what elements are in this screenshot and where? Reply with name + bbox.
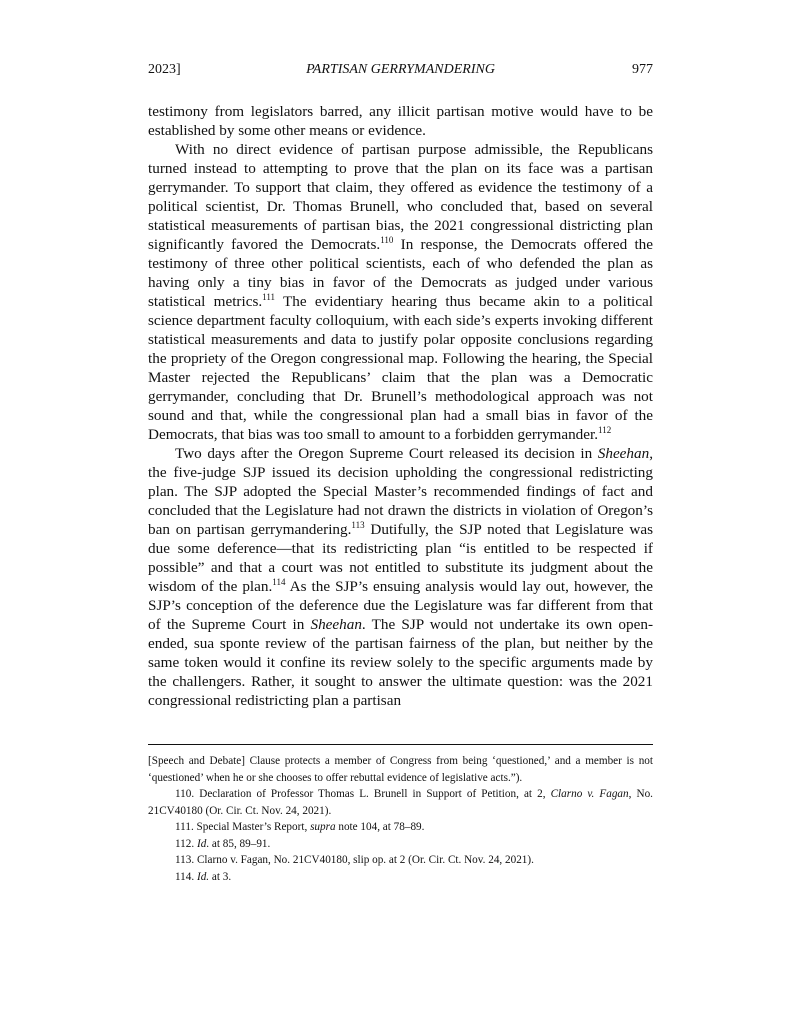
footnote-divider: [148, 744, 653, 745]
paragraph-3: Two days after the Oregon Supreme Court released its decision in Sheehan, the five-judge SJP issued its decision upholding the congressional redistricting plan. The SJP adopted the Special Master’s recommended findings of fact and concluded that the Legislature had not drawn the districts in violation of Oregon’s ban on partisan gerrymandering.$^{113}$ Dutifully, the SJP noted that Legislature was due some deference—that its redistricting plan “is entitled to be respected if possible” and that a court was not entitled to substitute its judgment about the wisdom of the plan.$^{114}$ As the SJP’s ensuing analysis would lay out, however, the SJP’s conception of the deference due the Legislature was far different from that of the Supreme Court in Sheehan. The SJP would not undertake its own open-ended, sua sponte review of the partisan fairness of the plan, but neither by the same token would it confine its review solely to the specific arguments made by the challengers. Rather, it sought to answer the ultimate question: was the 2021 congressional redistricting plan a partisan: [148, 445, 653, 709]
header-title: PARTISAN GERRYMANDERING: [306, 62, 495, 77]
footnote-110: 110. Declaration of Professor Thomas L. Brunell in Support of Petition, at 2, Clarno v. Fagan, No. 21CV40180 (Or. Cir. Ct. Nov. 24, 2021).: [148, 788, 653, 817]
footnotes: [148, 753, 653, 885]
footnote-ref-113[interactable]: 113: [351, 519, 365, 530]
page-number: 977: [632, 62, 653, 77]
running-header: [148, 62, 653, 82]
footnote-ref-110[interactable]: 110: [380, 234, 394, 245]
paragraph-2: With no direct evidence of partisan purpose admissible, the Republicans turned instead to attempting to prove that the plan on its face was a partisan gerrymander. To support that claim, they offered as evidence the testimony of a political scientist, Dr. Thomas Brunell, who concluded that, based on several statistical measurements of partisan bias, the 2021 congressional districting plan significantly favored the Democrats.$^{110}$ In response, the Democrats offered the testimony of three other political scientists, each of who defended the plan as having only a tiny bias in favor of the Democrats as judged under various statistical metrics.$^{111}$ The evidentiary hearing thus became akin to a political science department faculty colloquium, with each side’s experts invoking different statistical measurements and data to justify polar opposite conclusions regarding the propriety of the Oregon congressional map. Following the hearing, the Special Master rejected the Republicans’ claim that the plan was a Democratic gerrymander, concluding that Dr. Brunell’s methodological approach was not sound and that, while the congressional plan had a small bias in favor of the Democrats, that bias was too small to amount to a forbidden gerrymander.$^{112}$: [148, 141, 653, 443]
paragraph-1: testimony from legislators barred, any illicit partisan motive would have to be established by some other means or evidence.: [148, 103, 653, 139]
footnote-113: 113. Clarno v. Fagan, No. 21CV40180, slip op. at 2 (Or. Cir. Ct. Nov. 24, 2021).: [175, 854, 534, 866]
body-text: [148, 102, 653, 710]
header-year: 2023]: [148, 62, 181, 77]
footnote-ref-114[interactable]: 114: [272, 576, 286, 587]
footnote-114: 114. Id. at 3.: [175, 870, 232, 883]
footnote-111: 111. Special Master’s Report, supra note 104, at 78–89.: [175, 821, 425, 833]
footnote-112: 112. Id. at 85, 89–91.: [175, 837, 271, 850]
footnote-ref-112[interactable]: 112: [598, 424, 612, 435]
footnote-ref-111[interactable]: 111: [262, 291, 275, 302]
case-name-sheehan: Sheehan: [310, 616, 362, 633]
footnote-continuation: [Speech and Debate] Clause protects a member of Congress from being ‘questioned,’ and a member is not ‘questioned’ when he or she chooses to offer rebuttal evidence of legislative acts.”).: [148, 755, 653, 784]
case-name-sheehan: Sheehan: [597, 445, 650, 462]
